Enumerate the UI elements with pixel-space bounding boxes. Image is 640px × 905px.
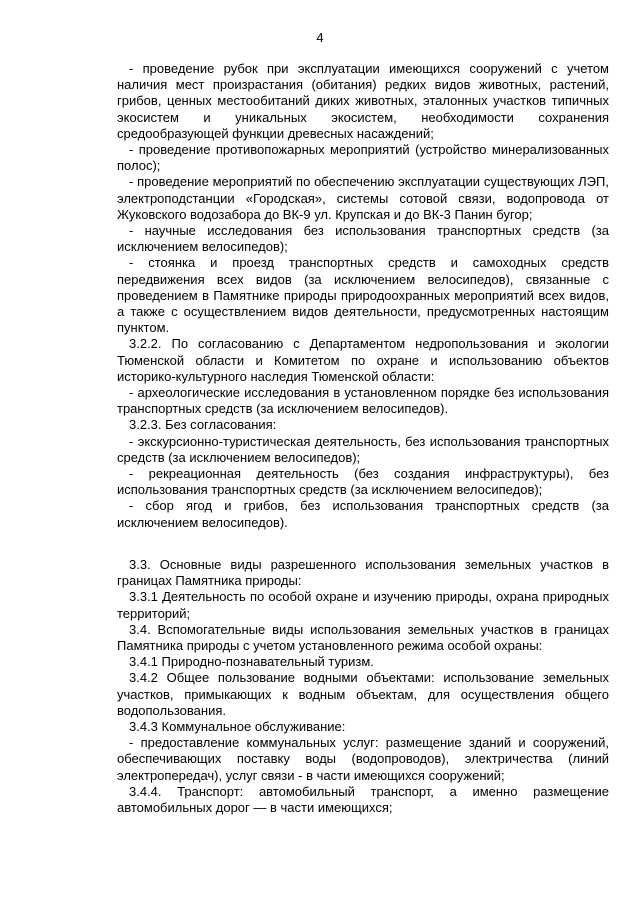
- section-3-4-2: 3.4.2 Общее пользование водными объектами: использование земельных участков, примыкающих к водным объектам, для осуществления общего водопользования.: [117, 670, 609, 718]
- section-3-4-4: 3.4.4. Транспорт: автомобильный транспорт, а именно размещение автомобильных дорог — в части имеющихся;: [117, 783, 609, 815]
- list-item-vehicle-parking: - стоянка и проезд транспортных средств и самоходных средств передвижения всех видов (за исключением велосипедов), связанные с проведением в Памятнике природы природоохранных мероприятий всех видов, а также с осуществлением видов деятельности, предусмотренных настоящим пунктом.: [117, 255, 609, 336]
- section-3-4-3: 3.4.3 Коммунальное обслуживание:: [129, 718, 346, 734]
- list-item-utilities: - предоставление коммунальных услуг: размещение зданий и сооружений, обеспечивающих поставку воды (водопроводов), электричества (линий электропередач), услуг связи - в части имеющихся сооружений;: [117, 735, 609, 783]
- list-item-excursion-tourism: - экскурсионно-туристическая деятельность, без использования транспортных средств (за исключением велосипедов);: [117, 433, 609, 465]
- section-3-3: 3.3. Основные виды разрешенного использования земельных участков в границах Памятника природы:: [117, 556, 609, 589]
- list-item-berry-picking: - сбор ягод и грибов, без использования транспортных средств (за исключением велосипедов).: [117, 498, 609, 530]
- list-item-scientific-research: - научные исследования без использования транспортных средств (за исключением велосипедов);: [117, 223, 609, 255]
- page-number: 4: [316, 30, 324, 45]
- list-item-archaeology: - археологические исследования в установленном порядке без использования транспортных средств (за исключением велосипедов).: [117, 385, 609, 417]
- list-item-recreation: - рекреационная деятельность (без создания инфраструктуры), без использования транспортных средств (за исключением велосипедов);: [117, 466, 609, 498]
- section-3-2-2: 3.2.2. По согласованию с Департаментом недропользования и экологии Тюменской области и Комитетом по охране и использованию объектов историко-культурного наследия Тюменской области:: [117, 336, 609, 384]
- paragraph-gap: [117, 531, 609, 557]
- list-item-logging: - проведение рубок при эксплуатации имеющихся сооружений с учетом наличия мест произрастания (обитания) редких видов животных, растений, грибов, ценных местообитаний диких животных, эталонных участков типичных экосистем и уникальных экосистем, необходимости сохранения средообразующей функции древесных насаждений;: [117, 61, 609, 141]
- document-body: [117, 61, 609, 816]
- list-item-fire-prevention: - проведение противопожарных мероприятий (устройство минерализованных полос);: [117, 142, 609, 174]
- list-item-infrastructure-maintenance: - проведение мероприятий по обеспечению эксплуатации существующих ЛЭП, электроподстанции «Городская», системы сотовой связи, водопровода от Жуковского водозабора до ВК-9 ул. Крупская и до ВК-3 Панин бугор;: [117, 174, 609, 222]
- section-3-2-3: 3.2.3. Без согласования:: [129, 417, 277, 433]
- section-3-3-1: 3.3.1 Деятельность по особой охране и изучению природы, охрана природных территорий;: [117, 589, 609, 621]
- section-3-4: 3.4. Вспомогательные виды использования земельных участков в границах Памятника природы с учетом установленного режима особой охраны:: [117, 621, 609, 653]
- section-3-4-1: 3.4.1 Природно-познавательный туризм.: [129, 654, 374, 670]
